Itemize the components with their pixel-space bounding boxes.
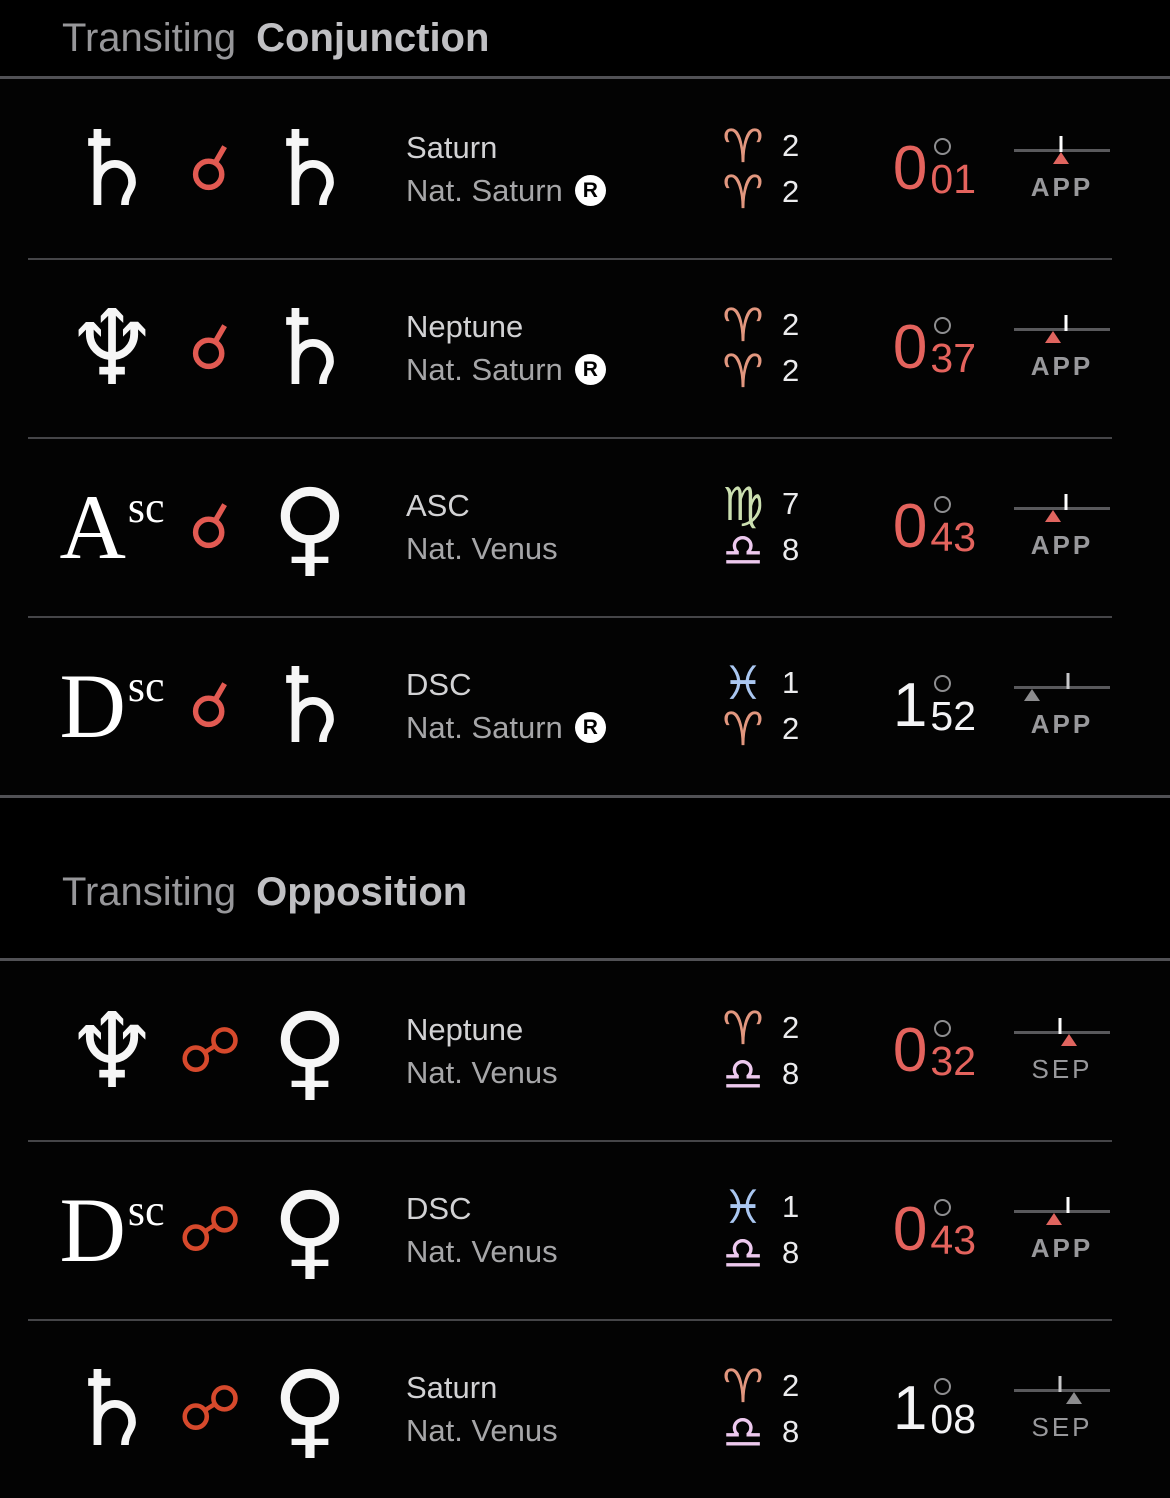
orb-degrees: 0 <box>892 1194 928 1264</box>
transit-body-name: Neptune <box>406 1011 524 1047</box>
aspect-icon: ☌ <box>189 489 231 563</box>
sign-positions <box>714 476 826 577</box>
transit-sign-icon: ♈ <box>722 297 764 352</box>
natal-sign-degree: 8 <box>782 531 800 567</box>
natal-sign-degree: 8 <box>782 1055 800 1091</box>
transit-sign-degree: 2 <box>782 127 800 163</box>
natal-sign-degree: 2 <box>782 710 800 746</box>
orb-minutes: 37 <box>930 334 976 381</box>
aspect-names <box>406 663 714 749</box>
orb-minutes: 32 <box>930 1037 976 1084</box>
orb-value <box>826 312 976 382</box>
meter-scale <box>1014 1196 1110 1226</box>
orb-degrees: 0 <box>892 312 928 382</box>
transit-symbol-cell <box>56 654 168 757</box>
transit-symbol-cell <box>56 1347 168 1470</box>
transit-sign-icon: ♓ <box>722 655 764 710</box>
aspect-names <box>406 1008 714 1094</box>
natal-symbol-cell <box>252 989 368 1112</box>
aspect-symbol-cell <box>168 1192 252 1266</box>
meter-tick <box>1059 1018 1062 1034</box>
meter-tick <box>1064 315 1067 331</box>
natal-body-name: Nat. Venus <box>406 1412 558 1448</box>
transit-sign-degree: 1 <box>782 1188 800 1224</box>
natal-sign-degree: 2 <box>782 352 800 388</box>
triangle-pointer-icon <box>1045 510 1061 522</box>
retrograde-badge: R <box>575 712 606 743</box>
orb-degrees: 0 <box>892 133 928 203</box>
aspect-icon: ☌ <box>189 131 231 205</box>
transit-planet-icon: ♄ <box>65 1347 159 1470</box>
sign-positions <box>714 1000 826 1101</box>
aspect-icon: ☍ <box>178 1371 242 1445</box>
orb-value <box>826 670 976 740</box>
transit-sign-degree: 2 <box>782 306 800 342</box>
aspect-row[interactable] <box>0 961 1170 1140</box>
orb-degrees: 0 <box>892 1015 928 1085</box>
triangle-pointer-icon <box>1024 689 1040 701</box>
aspect-names <box>406 1187 714 1273</box>
aspect-icon: ☍ <box>178 1192 242 1266</box>
aspect-names <box>406 126 714 212</box>
transit-body-name: Saturn <box>406 129 498 165</box>
applying-separating-meter <box>1014 135 1110 203</box>
aspect-row[interactable] <box>0 1140 1170 1319</box>
aspect-row[interactable] <box>0 1319 1170 1498</box>
transit-sign-icon: ♍ <box>722 476 764 531</box>
section-header-title: Conjunction <box>256 15 490 60</box>
transit-symbol-cell <box>56 475 168 578</box>
degree-symbol-icon <box>934 496 951 513</box>
natal-symbol-cell <box>252 1347 368 1470</box>
natal-planet-icon: ♀ <box>271 465 349 588</box>
natal-sign-icon: ♈ <box>722 164 764 219</box>
aspect-symbol-cell <box>168 131 252 205</box>
transit-symbol-cell <box>56 1178 168 1281</box>
natal-sign-degree: 8 <box>782 1234 800 1270</box>
orb-minutes: 01 <box>930 155 976 202</box>
transit-planet-icon: D <box>59 654 126 757</box>
aspect-row[interactable] <box>0 258 1170 437</box>
orb-degrees: 1 <box>892 1373 928 1443</box>
orb-value <box>826 1373 976 1443</box>
meter-direction-label: APP <box>1030 529 1094 560</box>
natal-planet-icon: ♀ <box>271 989 349 1112</box>
aspect-names <box>406 1366 714 1452</box>
orb-value <box>826 1194 976 1264</box>
orb-degrees: 0 <box>892 491 928 561</box>
transit-planet-icon: D <box>59 1178 126 1281</box>
natal-sign-icon: ♎ <box>722 522 764 577</box>
natal-sign-degree: 2 <box>782 173 800 209</box>
transit-body-name: DSC <box>406 1190 472 1226</box>
triangle-pointer-icon <box>1061 1034 1077 1046</box>
natal-planet-icon: ♄ <box>263 286 357 409</box>
meter-tick <box>1066 1197 1069 1213</box>
meter-axis-line <box>1014 1389 1110 1392</box>
transit-sign-icon: ♈ <box>722 118 764 173</box>
transit-symbol-cell <box>56 107 168 230</box>
aspect-row[interactable] <box>0 79 1170 258</box>
degree-symbol-icon <box>934 675 951 692</box>
aspect-symbol-cell <box>168 489 252 563</box>
transit-planet-icon: ♆ <box>65 286 159 409</box>
sign-positions <box>714 1358 826 1459</box>
meter-tick <box>1059 1376 1062 1392</box>
orb-minutes: 43 <box>930 513 976 560</box>
sign-positions <box>714 118 826 219</box>
natal-sign-icon: ♎ <box>722 1046 764 1101</box>
meter-scale <box>1014 1375 1110 1405</box>
triangle-pointer-icon <box>1053 152 1069 164</box>
natal-symbol-cell <box>252 107 368 230</box>
natal-body-name: Nat. Saturn <box>406 709 563 745</box>
natal-sign-icon: ♎ <box>722 1404 764 1459</box>
meter-direction-label: APP <box>1030 171 1094 202</box>
transit-planet-icon: A <box>59 475 126 578</box>
natal-body-name: Nat. Saturn <box>406 351 563 387</box>
aspect-row[interactable] <box>0 616 1170 795</box>
applying-separating-meter <box>1014 672 1110 740</box>
transit-symbol-cell <box>56 286 168 409</box>
natal-sign-icon: ♈ <box>722 701 764 756</box>
aspect-row[interactable] <box>0 437 1170 616</box>
triangle-pointer-icon <box>1046 1213 1062 1225</box>
meter-axis-line <box>1014 328 1110 331</box>
transit-sign-degree: 1 <box>782 664 800 700</box>
degree-symbol-icon <box>934 1199 951 1216</box>
transit-sign-icon: ♓ <box>722 1179 764 1234</box>
natal-sign-icon: ♎ <box>722 1225 764 1280</box>
meter-direction-label: SEP <box>1031 1053 1093 1084</box>
natal-body-name: Nat. Venus <box>406 1054 558 1090</box>
meter-tick <box>1060 136 1063 152</box>
retrograde-badge: R <box>575 354 606 385</box>
orb-minutes: 43 <box>930 1216 976 1263</box>
aspect-symbol-cell <box>168 310 252 384</box>
transit-planet-icon: ♄ <box>65 107 159 230</box>
meter-tick <box>1066 673 1069 689</box>
section-header-title: Opposition <box>256 869 468 914</box>
transit-sign-icon: ♈ <box>722 1000 764 1055</box>
opposition-table <box>0 958 1170 1498</box>
retrograde-badge: R <box>575 175 606 206</box>
natal-sign-icon: ♈ <box>722 343 764 398</box>
transit-sign-degree: 7 <box>782 485 800 521</box>
degree-symbol-icon <box>934 1378 951 1395</box>
meter-direction-label: APP <box>1030 1232 1094 1263</box>
orb-minutes: 52 <box>930 692 976 739</box>
transit-angle-superscript: sc <box>127 482 165 532</box>
natal-planet-icon: ♄ <box>263 644 357 767</box>
orb-minutes: 08 <box>930 1395 976 1442</box>
aspect-icon: ☌ <box>189 668 231 742</box>
natal-sign-degree: 8 <box>782 1413 800 1449</box>
meter-tick <box>1064 494 1067 510</box>
applying-separating-meter <box>1014 314 1110 382</box>
sign-positions <box>714 1179 826 1280</box>
aspect-icon: ☌ <box>189 310 231 384</box>
natal-body-name: Nat. Saturn <box>406 172 563 208</box>
natal-symbol-cell <box>252 644 368 767</box>
degree-symbol-icon <box>934 138 951 155</box>
transit-symbol-cell <box>56 989 168 1112</box>
transit-sign-icon: ♈ <box>722 1358 764 1413</box>
degree-symbol-icon <box>934 317 951 334</box>
natal-symbol-cell <box>252 465 368 588</box>
orb-value <box>826 491 976 561</box>
applying-separating-meter <box>1014 1375 1110 1443</box>
degree-symbol-icon <box>934 1020 951 1037</box>
transit-body-name: ASC <box>406 487 470 523</box>
transit-body-name: DSC <box>406 666 472 702</box>
applying-separating-meter <box>1014 493 1110 561</box>
transit-body-name: Neptune <box>406 308 524 344</box>
natal-planet-icon: ♄ <box>263 107 357 230</box>
transit-angle-superscript: sc <box>127 661 165 711</box>
natal-symbol-cell <box>252 1168 368 1291</box>
transit-planet-icon: ♆ <box>65 989 159 1112</box>
aspect-names <box>406 305 714 391</box>
transit-body-name: Saturn <box>406 1369 498 1405</box>
triangle-pointer-icon <box>1045 331 1061 343</box>
transit-sign-degree: 2 <box>782 1367 800 1403</box>
aspect-symbol-cell <box>168 1013 252 1087</box>
meter-scale <box>1014 672 1110 702</box>
natal-planet-icon: ♀ <box>271 1168 349 1291</box>
section-header-conjunction <box>0 0 1170 76</box>
orb-value <box>826 1015 976 1085</box>
section-header-opposition <box>0 854 1170 930</box>
section-header-prefix: Transiting <box>62 869 237 914</box>
sign-positions <box>714 297 826 398</box>
transit-sign-degree: 2 <box>782 1009 800 1045</box>
meter-axis-line <box>1014 507 1110 510</box>
section-header-prefix: Transiting <box>62 15 237 60</box>
meter-scale <box>1014 493 1110 523</box>
meter-direction-label: APP <box>1030 350 1094 381</box>
orb-value <box>826 133 976 203</box>
aspect-names <box>406 484 714 570</box>
meter-scale <box>1014 314 1110 344</box>
conjunction-table <box>0 76 1170 798</box>
aspect-icon: ☍ <box>178 1013 242 1087</box>
meter-scale <box>1014 1017 1110 1047</box>
natal-body-name: Nat. Venus <box>406 1233 558 1269</box>
aspect-symbol-cell <box>168 1371 252 1445</box>
natal-symbol-cell <box>252 286 368 409</box>
applying-separating-meter <box>1014 1017 1110 1085</box>
orb-degrees: 1 <box>892 670 928 740</box>
natal-planet-icon: ♀ <box>271 1347 349 1470</box>
natal-body-name: Nat. Venus <box>406 530 558 566</box>
transit-angle-superscript: sc <box>127 1185 165 1235</box>
applying-separating-meter <box>1014 1196 1110 1264</box>
meter-direction-label: APP <box>1030 708 1094 739</box>
sign-positions <box>714 655 826 756</box>
triangle-pointer-icon <box>1066 1392 1082 1404</box>
meter-scale <box>1014 135 1110 165</box>
meter-direction-label: SEP <box>1031 1411 1093 1442</box>
aspect-symbol-cell <box>168 668 252 742</box>
